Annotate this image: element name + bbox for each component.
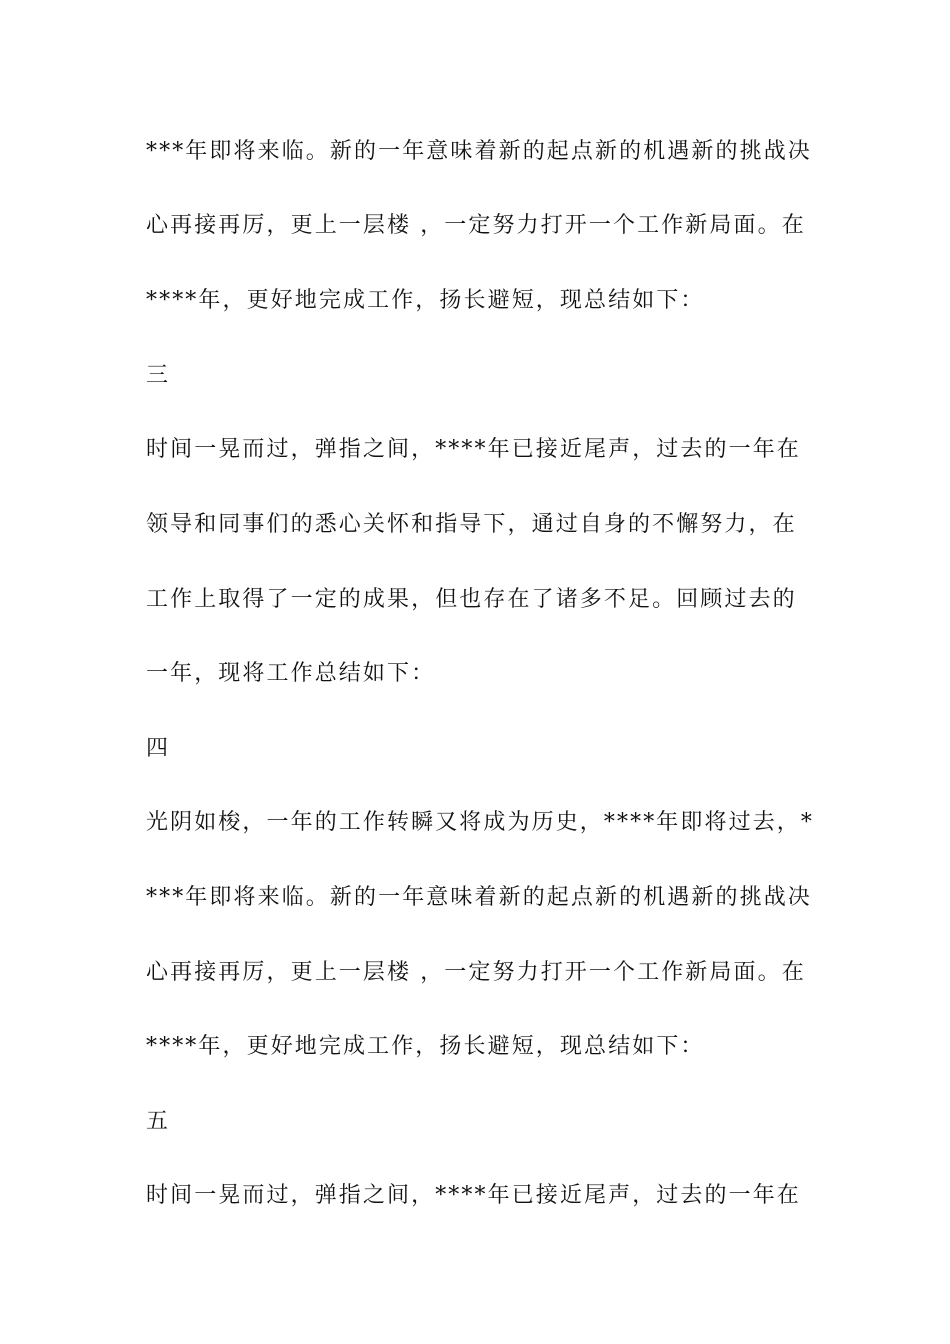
body-text-line: 时间一晃而过，弹指之间，****年已接近尾声，过去的一年在	[146, 437, 801, 462]
body-text-line: ****年，更好地完成工作，扬长避短，现总结如下：	[146, 1034, 705, 1059]
body-text-line: 心再接再厉，更上一层楼 ，一定努力打开一个工作新局面。在	[146, 960, 806, 985]
body-text-line: 时间一晃而过，弹指之间，****年已接近尾声，过去的一年在	[146, 1183, 801, 1208]
body-text-line: ***年即将来临。新的一年意味着新的起点新的机遇新的挑战决	[146, 139, 812, 164]
body-text-line: 领导和同事们的悉心关怀和指导下，通过自身的不懈努力，在	[146, 512, 797, 537]
body-text-line: 光阴如梭，一年的工作转瞬又将成为历史，****年即将过去，*	[146, 810, 815, 835]
body-text-line: ***年即将来临。新的一年意味着新的起点新的机遇新的挑战决	[146, 885, 812, 910]
body-text-line: 心再接再厉，更上一层楼 ，一定努力打开一个工作新局面。在	[146, 213, 806, 238]
section-heading: 三	[146, 363, 169, 388]
body-text-line: 工作上取得了一定的成果，但也存在了诸多不足。回顾过去的	[146, 587, 797, 612]
body-text-line: 一年，现将工作总结如下：	[146, 661, 436, 686]
section-heading: 四	[146, 736, 169, 761]
body-text-line: ****年，更好地完成工作，扬长避短，现总结如下：	[146, 288, 705, 313]
section-heading: 五	[146, 1109, 169, 1134]
